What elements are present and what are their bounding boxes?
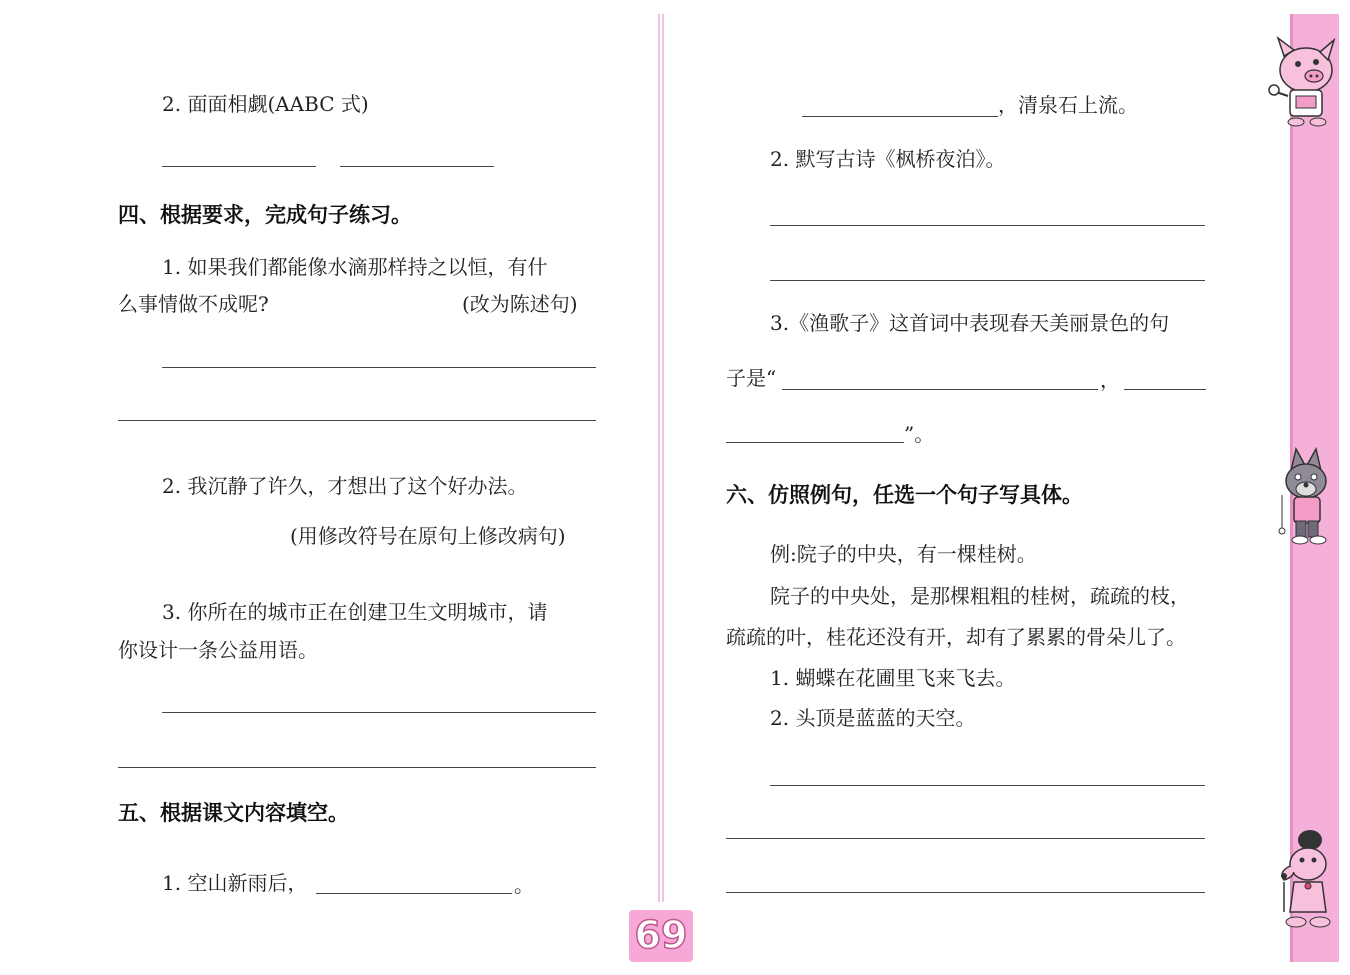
answer-line[interactable]	[316, 893, 512, 894]
answer-line[interactable]	[162, 712, 596, 713]
question-5-2-text: 2. 默写古诗《枫桥夜泊》。	[770, 147, 1006, 171]
wolf-mascot-icon	[1270, 445, 1340, 550]
page-number: 69	[634, 913, 688, 957]
example-expanded: 院子的中央处，是那棵粗粗的桂树，疏疏的枝，	[770, 584, 1190, 608]
question-5-1-continuation: ，清泉石上流。	[998, 93, 1138, 117]
question-6-2-text: 2. 头顶是蓝蓝的天空。	[770, 706, 976, 730]
page-number-badge	[629, 910, 693, 962]
question-5-3-text: 子是“	[726, 366, 777, 390]
question-4-3-text: 3. 你所在的城市正在创建卫生文明城市，请	[162, 600, 548, 624]
mouse-mascot-icon	[1270, 826, 1342, 936]
pig-mascot-icon	[1262, 30, 1340, 130]
answer-line[interactable]	[162, 166, 316, 167]
question-4-1-hint: (改为陈述句)	[462, 292, 578, 316]
answer-line[interactable]	[340, 166, 494, 167]
answer-line[interactable]	[726, 838, 1205, 839]
answer-line[interactable]	[770, 280, 1205, 281]
example-sentence: 例:院子的中央，有一棵桂树。	[770, 542, 1037, 566]
answer-line[interactable]	[1124, 389, 1206, 390]
answer-line[interactable]	[782, 389, 1098, 390]
section-4-title: 四、根据要求，完成句子练习。	[118, 203, 412, 227]
question-4-1-text: 么事情做不成呢?	[118, 292, 269, 316]
question-5-3-end: ”。	[904, 422, 935, 446]
question-4-2-text: 2. 我沉静了许久，才想出了这个好办法。	[162, 474, 528, 498]
example-expanded: 疏疏的叶，桂花还没有开，却有了累累的骨朵儿了。	[726, 625, 1186, 649]
section-5-title: 五、根据课文内容填空。	[118, 801, 349, 825]
answer-line[interactable]	[118, 767, 596, 768]
answer-line[interactable]	[726, 892, 1205, 893]
answer-line[interactable]	[726, 442, 904, 443]
question-5-3-comma: ，	[1100, 368, 1120, 392]
answer-line[interactable]	[770, 785, 1205, 786]
question-5-1-text: 1. 空山新雨后，	[162, 871, 308, 895]
question-4-3-text: 你设计一条公益用语。	[118, 638, 318, 662]
answer-line[interactable]	[802, 116, 998, 117]
section-6-title: 六、仿照例句，任选一个句子写具体。	[726, 483, 1083, 507]
question-5-1-end: 。	[514, 873, 534, 897]
answer-line[interactable]	[770, 225, 1205, 226]
answer-line[interactable]	[118, 420, 596, 421]
question-4-1-text: 1. 如果我们都能像水滴那样持之以恒，有什	[162, 255, 548, 279]
page-divider	[654, 14, 668, 906]
answer-line[interactable]	[162, 367, 596, 368]
question-6-1-text: 1. 蝴蝶在花圃里飞来飞去。	[770, 666, 1016, 690]
question-4-2-hint: (用修改符号在原句上修改病句)	[290, 524, 566, 548]
question-5-3-text: 3.《渔歌子》这首词中表现春天美丽景色的句	[770, 311, 1170, 335]
question-3-2: 2. 面面相觑(AABC 式)	[162, 92, 369, 116]
